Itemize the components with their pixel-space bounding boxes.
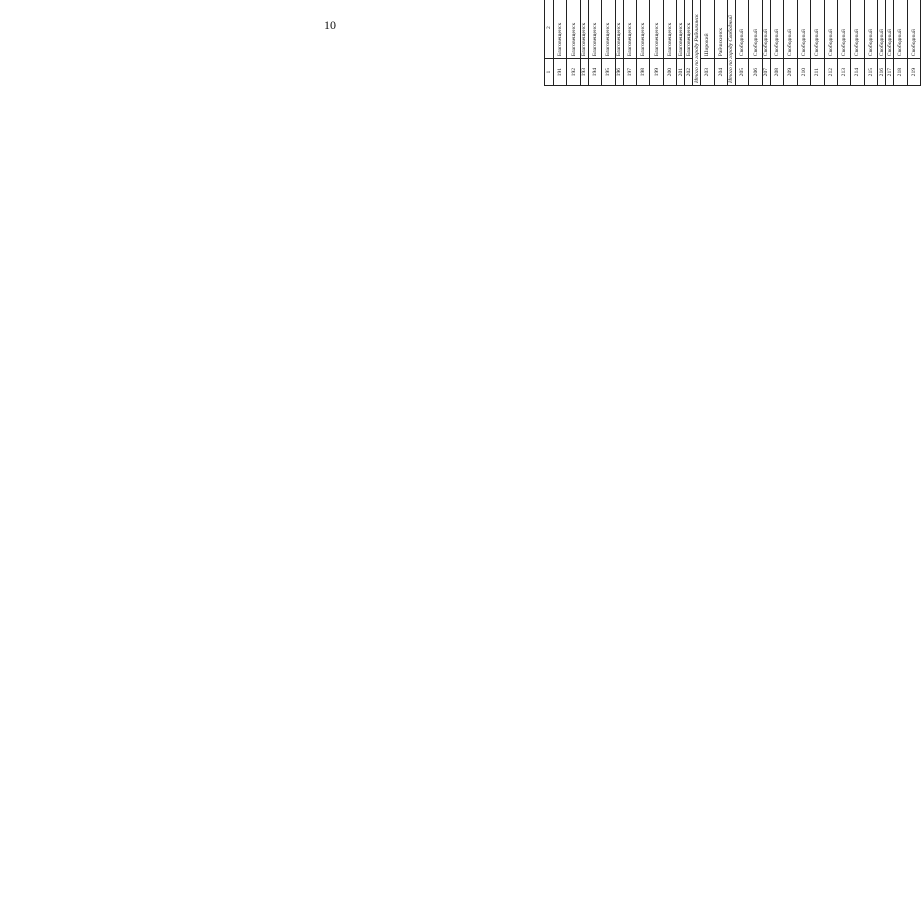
table-cell: 196 (615, 59, 623, 86)
table-row (554, 0, 567, 86)
table-row (770, 0, 783, 86)
table-cell: 201 (677, 59, 685, 86)
table-row (701, 0, 714, 86)
table-cell: Свободный (770, 0, 783, 59)
table-row (824, 0, 837, 86)
table-cell: Свободный (894, 0, 907, 59)
table-cell: Райчихинск (714, 0, 727, 59)
table-row (851, 0, 864, 86)
table-cell: 199 (650, 59, 663, 86)
table-row (736, 0, 749, 86)
table-cell: 210 (797, 59, 810, 86)
table-cell: 212 (824, 59, 837, 86)
table-cell: 216 (878, 59, 886, 86)
table-cell: Благовещенск (623, 0, 636, 59)
table-cell: 209 (784, 59, 797, 86)
table-cell: 193 (580, 59, 588, 86)
table-cell: Свободный (864, 0, 877, 59)
table-row (650, 0, 663, 86)
table-cell: 200 (663, 59, 676, 86)
table-row (797, 0, 810, 86)
table-cell: Благовещенск (685, 0, 693, 59)
table-cell: Свободный (907, 0, 920, 59)
table-row (878, 0, 886, 86)
table-cell: Свободный (837, 0, 850, 59)
table-row (894, 0, 907, 86)
total-label: Итого по городу Райчихинск (693, 0, 701, 86)
table-row (567, 0, 580, 86)
table-row (677, 0, 685, 86)
table-cell: 192 (567, 59, 580, 86)
table-row (762, 0, 770, 86)
table-cell: Благовещенск (650, 0, 663, 59)
table-row (784, 0, 797, 86)
table-cell: 215 (864, 59, 877, 86)
table-cell: Благовещенск (663, 0, 676, 59)
table-cell: Благовещенск (554, 0, 567, 59)
table-cell: Свободный (749, 0, 762, 59)
table-row (623, 0, 636, 86)
table-cell: 213 (837, 59, 850, 86)
table-cell: Благовещенск (602, 0, 615, 59)
table-cell: Благовещенск (637, 0, 650, 59)
table-row (580, 0, 588, 86)
page-number: 10 (324, 18, 336, 32)
table-cell: 202 (685, 59, 693, 86)
table-row (637, 0, 650, 86)
table-cell: 206 (749, 59, 762, 86)
table-cell: 205 (736, 59, 749, 86)
header-row (545, 0, 554, 86)
total-label: Итого по городу Свободный (728, 0, 736, 86)
table-cell: 214 (851, 59, 864, 86)
table-row (615, 0, 623, 86)
table-cell: 207 (762, 59, 770, 86)
table-cell: Свободный (851, 0, 864, 59)
table-row (663, 0, 676, 86)
table-cell: Благовещенск (615, 0, 623, 59)
table-cell: Широкий (701, 0, 714, 59)
table-cell: Благовещенск (580, 0, 588, 59)
table-row (886, 0, 894, 86)
table-row (685, 0, 693, 86)
table-row (602, 0, 615, 86)
table-cell: 197 (623, 59, 636, 86)
table-cell: 218 (894, 59, 907, 86)
table-cell: 208 (770, 59, 783, 86)
rotated-table-container (544, 0, 921, 86)
table-cell: Благовещенск (588, 0, 601, 59)
table-cell: 203 (701, 59, 714, 86)
table-cell: 191 (554, 59, 567, 86)
table-cell: Свободный (797, 0, 810, 59)
table-cell: Свободный (886, 0, 894, 59)
table-cell: Свободный (878, 0, 886, 59)
table-row (907, 0, 920, 86)
table-row (714, 0, 727, 86)
table-row (837, 0, 850, 86)
table-cell: Благовещенск (567, 0, 580, 59)
table-row (811, 0, 824, 86)
header-cell: 1 (545, 59, 554, 86)
table-cell: Свободный (784, 0, 797, 59)
table-cell: 195 (602, 59, 615, 86)
table-cell: 194 (588, 59, 601, 86)
table-cell: Свободный (811, 0, 824, 59)
table-cell: Благовещенск (677, 0, 685, 59)
table-cell: 217 (886, 59, 894, 86)
table-cell: 198 (637, 59, 650, 86)
table-cell: 219 (907, 59, 920, 86)
table-row (749, 0, 762, 86)
housing-table (544, 0, 921, 86)
table-row (588, 0, 601, 86)
table-cell: Свободный (762, 0, 770, 59)
table-cell: Свободный (736, 0, 749, 59)
table-cell: Свободный (824, 0, 837, 59)
total-row (693, 0, 701, 86)
header-cell: 2 (545, 0, 554, 59)
table-cell: 211 (811, 59, 824, 86)
table-row (864, 0, 877, 86)
total-row (728, 0, 736, 86)
table-cell: 204 (714, 59, 727, 86)
table-body (545, 0, 921, 86)
